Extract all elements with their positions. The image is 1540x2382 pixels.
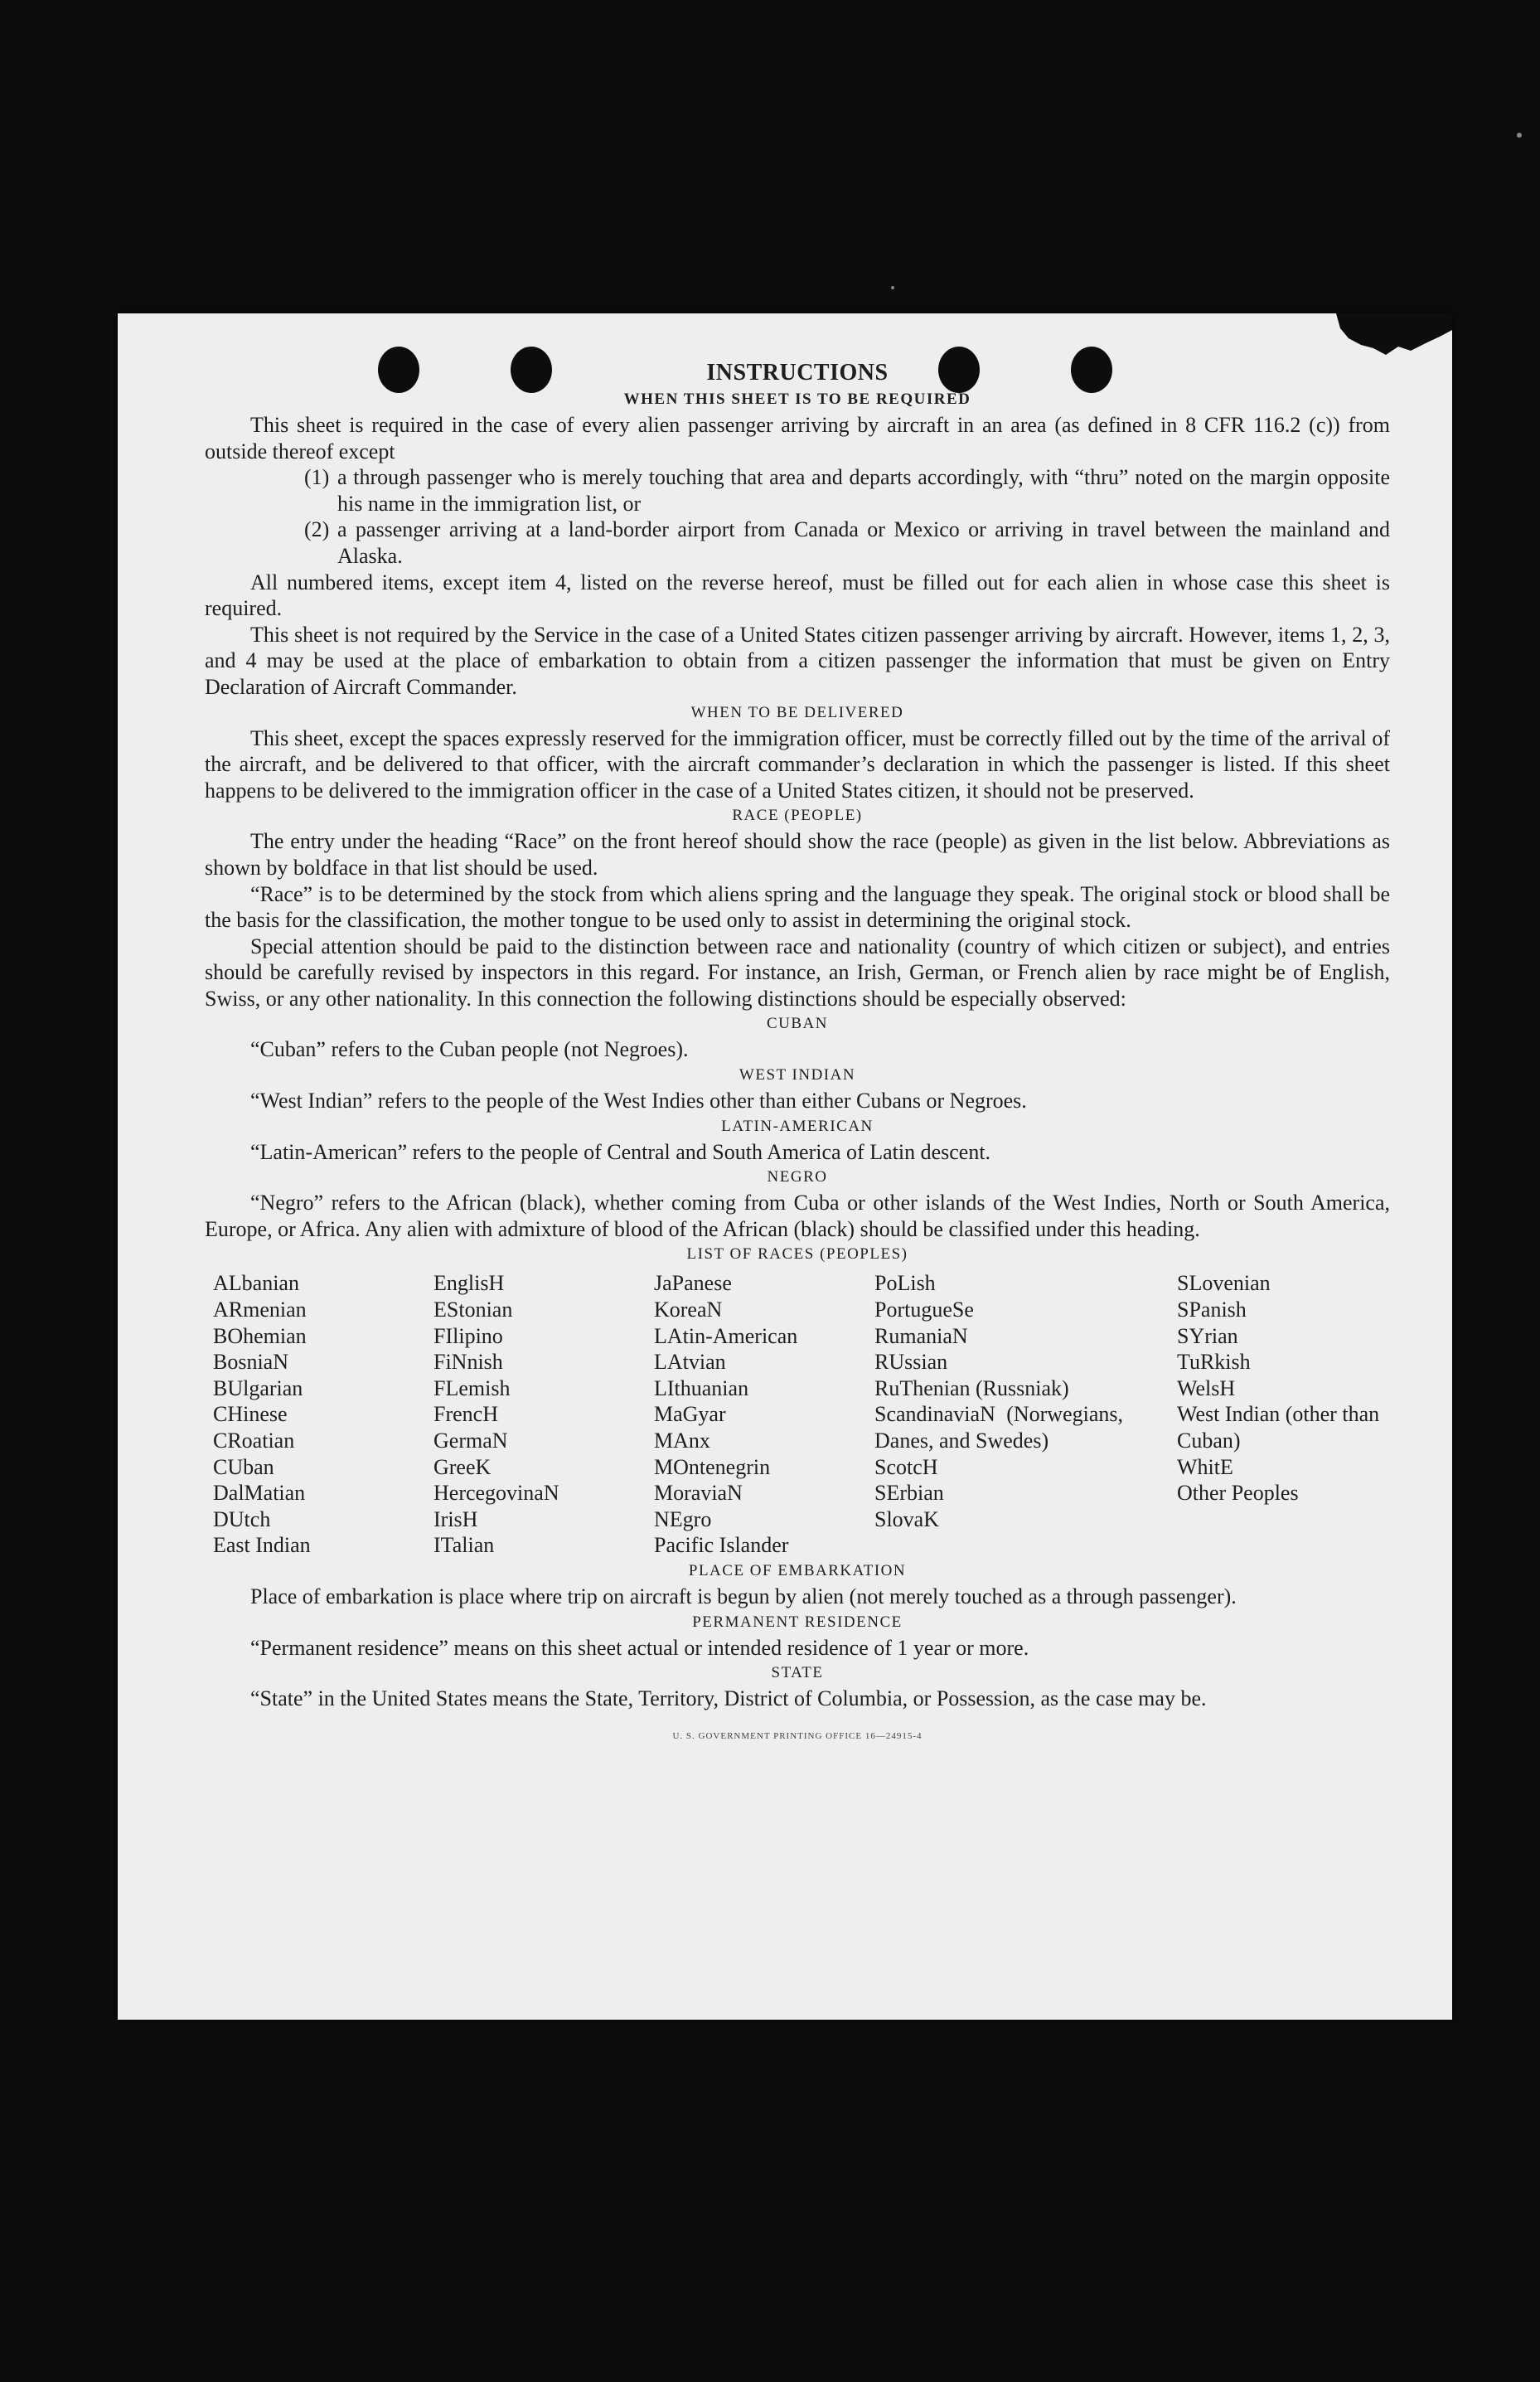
section-heading: STATE [771,1664,824,1682]
section-paragraph: All numbered items, except item 4, listed on the reverse hereof, must be filled out for each alien in whose case this sheet is required. [205,570,1390,621]
race-item: SlovaK [874,1506,939,1531]
race-item: JaPanese [654,1271,732,1296]
section-paragraph: This sheet, except the spaces expressly reserved for the immigration officer, must be correctly filled out by the time of the arrival of the aircraft, and be delivered to that officer, with the aircraft commander’s declaration in which the passenger is listed. If this sheet happens to be delivered to the immigration officer in the case of a United States citizen, it should not be preserved. [205,725,1390,803]
race-item: ALbanian [213,1271,299,1296]
section-heading: CUBAN [766,1015,828,1033]
races-column [433,1270,654,1559]
section-heading: PLACE OF EMBARKATION [688,1561,907,1579]
race-item: FrencH [433,1402,498,1427]
race-item: KoreaN [654,1298,723,1322]
race-item: CUban [213,1454,274,1479]
race-item: ARmenian [213,1298,307,1322]
race-item: NEgro [654,1506,712,1531]
races-column [874,1270,1177,1559]
section-paragraph: “West Indian” refers to the people of the West Indies other than either Cubans or Negroes. [250,1089,1027,1113]
race-item: TuRkish [1177,1350,1251,1375]
races-heading: LIST OF RACES (PEOPLES) [686,1245,908,1264]
race-item: GreeK [433,1454,492,1479]
exception-item [304,464,1390,517]
instructions-content [205,359,1390,1749]
race-item: LIthuanian [654,1375,749,1400]
scan-speck [891,286,894,289]
race-item: BOhemian [213,1323,307,1348]
race-item: DUtch [213,1506,271,1531]
race-item: East Indian [213,1533,311,1558]
race-item: FIlipino [433,1323,503,1348]
race-item: RuThenian (Russniak) [874,1375,1069,1400]
item-number: (2) [304,517,330,542]
section-heading: RACE (PEOPLE) [732,807,863,825]
race-item: WelsH [1177,1375,1236,1400]
race-item: EnglisH [433,1271,505,1296]
race-item: MAnx [654,1429,710,1453]
race-item: EStonian [433,1298,513,1322]
race-item: SPanish [1177,1298,1247,1322]
race-item: RUssian [874,1350,948,1375]
item-number: (1) [304,465,330,490]
races-list [213,1270,1390,1559]
section-heading: LATIN-AMERICAN [721,1117,874,1135]
race-item: PoLish [874,1271,936,1296]
race-item: WhitE [1177,1454,1233,1479]
item-text: a through passenger who is merely touching that area and departs accordingly, with “thru” noted on the margin opposite his name in the immigration list, or [337,465,1390,516]
section-paragraph: This sheet is not required by the Service in the case of a United States citizen passenger arriving by aircraft. However, items 1, 2, 3, and 4 may be used at the place of embarkation to obtain from a citizen passenger the information that must be given on Entry Declaration of Aircraft Commander. [205,622,1390,699]
race-item: LAtvian [654,1350,726,1375]
race-item: SYrian [1177,1323,1238,1348]
race-item: PortugueSe [874,1298,974,1322]
page-title: INSTRUCTIONS [706,360,889,386]
race-item: HercegovinaN [433,1481,559,1506]
exception-item [304,517,1390,569]
section-paragraph: “Cuban” refers to the Cuban people (not Negroes). [250,1037,689,1062]
section-paragraph: “Permanent residence” means on this sheet actual or intended residence of 1 year or more. [250,1635,1029,1660]
race-item: ScandinaviaN (Norwegians, Danes, and Swedes) [874,1402,1123,1453]
section-paragraph: Place of embarkation is place where trip on aircraft is begun by alien (not merely touched as a through passenger). [250,1584,1237,1608]
races-column [1177,1270,1392,1559]
section-heading: WEST INDIAN [739,1066,856,1084]
race-item: IrisH [433,1506,478,1531]
section-paragraph: “Latin-American” refers to the people of Central and South America of Latin descent. [250,1139,991,1164]
race-item: FLemish [433,1375,511,1400]
section-paragraph: Special attention should be paid to the distinction between race and nationality (country of which citizen or subject), and entries should be carefully revised by inspectors in this regard. For instance, an Irish, German, or French alien by race might be of English, Swiss, or any other nationality. In this connection the following distinctions should be especially observed: [205,934,1390,1011]
section-paragraph: This sheet is required in the case of every alien passenger arriving by aircraft in an area (as defined in 8 CFR 116.2 (c)) from outside thereof except [205,413,1390,463]
race-item: MoraviaN [654,1481,743,1506]
race-item: SErbian [874,1481,944,1506]
race-item: FiNnish [433,1350,503,1375]
race-item: BosniaN [213,1350,288,1375]
race-item: MOntenegrin [654,1454,771,1479]
race-item: LAtin-American [654,1323,798,1348]
section-heading: PERMANENT RESIDENCE [692,1613,903,1631]
section-heading: WHEN THIS SHEET IS TO BE REQUIRED [623,391,971,408]
race-item: ITalian [433,1533,495,1558]
section-paragraph: “Negro” refers to the African (black), whether coming from Cuba or other islands of the West Indies, North or South America, Europe, or Africa. Any alien with admixture of blood of the African (black) should be classified under this heading. [205,1191,1390,1241]
scan-speck [1517,133,1522,138]
section-paragraph: “Race” is to be determined by the stock from which aliens spring and the language they speak. The original stock or blood shall be the basis for the classification, the mother tongue to be used only to assist in determining the original stock. [205,881,1390,933]
race-item: CHinese [213,1402,288,1427]
race-item: GermaN [433,1429,508,1453]
race-item: SLovenian [1177,1271,1271,1296]
race-item: Other Peoples [1177,1481,1299,1506]
item-text: a passenger arriving at a land-border airport from Canada or Mexico or arriving in travel between the mainland and Alaska. [337,517,1390,568]
printer-imprint: U. S. GOVERNMENT PRINTING OFFICE 16—24915-4 [672,1730,923,1741]
races-column [654,1270,874,1559]
race-item: DalMatian [213,1481,306,1506]
section-paragraph: “State” in the United States means the State, Territory, District of Columbia, or Possession, as the case may be. [250,1686,1207,1711]
races-column [213,1270,433,1559]
race-item: BUlgarian [213,1375,303,1400]
race-item: ScotcH [874,1454,938,1479]
race-item: Pacific Islander [654,1533,789,1558]
section-heading: NEGRO [767,1168,828,1186]
section-paragraph: The entry under the heading “Race” on the front hereof should show the race (people) as given in the list below. Abbreviations as shown by boldface in that list should be used. [205,829,1390,880]
section-heading: WHEN TO BE DELIVERED [690,703,904,721]
race-item: MaGyar [654,1402,726,1427]
race-item: West Indian (other than Cuban) [1177,1402,1380,1453]
torn-corner [1328,313,1452,363]
race-item: RumaniaN [874,1323,968,1348]
race-item: CRoatian [213,1429,295,1453]
instruction-sheet [118,313,1452,2020]
